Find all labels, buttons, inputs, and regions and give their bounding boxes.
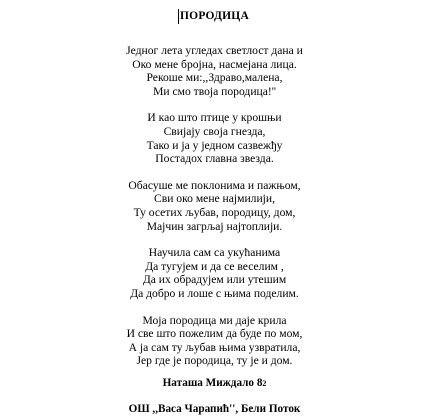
- poem-line: Ми смо твоја породица!'': [153, 84, 276, 98]
- poem-line: А ја сам ту љубав њима узвратила,: [128, 340, 301, 354]
- poem-line: Тако и ја у једном сазвежђу: [146, 138, 283, 152]
- author-name: Наташа Миждало: [162, 377, 255, 389]
- stanza: [0, 246, 429, 300]
- poem-line: Око мене бројна, насмејана лица.: [132, 57, 297, 71]
- poem-line: И све што пожелим да буде по мом,: [126, 327, 303, 341]
- author-grade-section: 2: [262, 379, 267, 388]
- poem-line: Да тугујем и да се веселим ,: [145, 259, 284, 273]
- stanza: [0, 179, 429, 233]
- stanza: [0, 314, 429, 368]
- poem-line: Свијају своја гнезда,: [163, 124, 266, 138]
- author-grade: 8: [256, 377, 263, 389]
- stanza: [0, 44, 429, 98]
- poem-line: Сви око мене најмилији,: [153, 192, 275, 206]
- poem-line: Да их обрадујем или утешим: [142, 273, 287, 287]
- poem-body: [0, 44, 429, 381]
- poem-line: Да добро и лоше с њима поделим.: [130, 286, 299, 300]
- school-name: ОШ ,,Васа Чарапић'', Бели Поток: [128, 403, 301, 415]
- poem-line: Мајчин загрљај најтоплији.: [146, 219, 283, 233]
- poem-line: Једног лета угледах светлост дана и: [126, 44, 303, 57]
- poem-line: Рекоше ми:,,Здраво,малена,: [146, 71, 283, 85]
- poem-line: И као што птице у крошњи: [147, 111, 282, 125]
- text-cursor: [178, 9, 179, 24]
- poem-line: Обасуше ме поклонима и пажњом,: [128, 178, 301, 192]
- poem-line: Постадох главна звезда.: [155, 152, 274, 166]
- stanza: [0, 111, 429, 165]
- poem-line: Моја породица ми даје крила: [142, 313, 287, 327]
- poem-title: ПОРОДИЦА: [180, 10, 249, 22]
- poem-line: Јер где је породица, ту је и дом.: [136, 354, 293, 368]
- author-signature: [0, 377, 429, 389]
- poem-line: Ту осетих љубав, породицу, дом,: [133, 205, 296, 219]
- poem-line: Научила сам са укућанима: [148, 246, 281, 260]
